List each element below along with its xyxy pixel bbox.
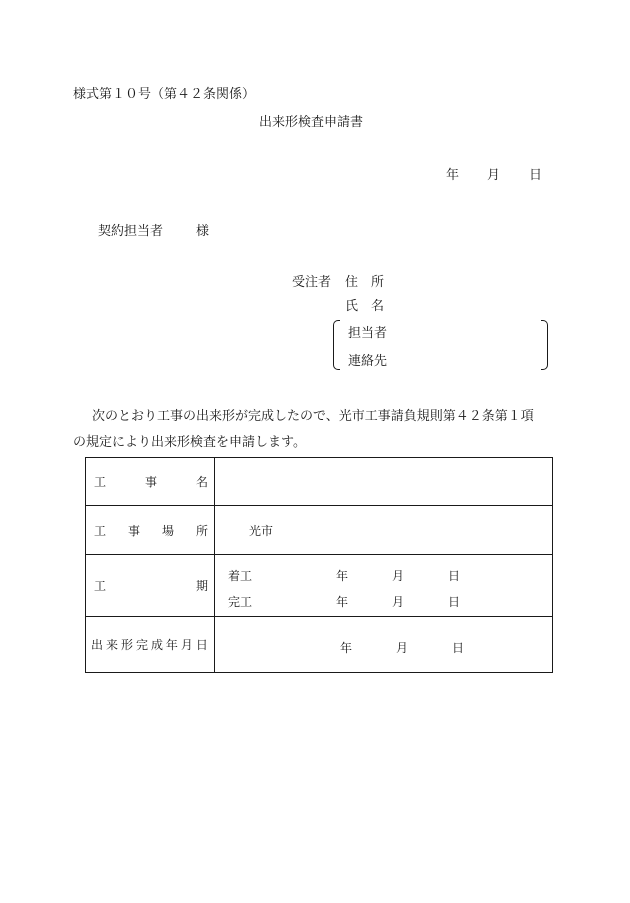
applicant-name-label: 氏 名 — [345, 299, 385, 314]
date-year-label: 年 — [446, 168, 460, 183]
date-day-label: 日 — [529, 168, 543, 183]
work-name-label: 工 事 名 — [86, 458, 215, 506]
contact-bracket-left — [333, 320, 340, 370]
table-row-work-location — [86, 506, 553, 555]
work-name-value[interactable] — [215, 458, 553, 506]
work-location-label: 工 事 場 所 — [86, 506, 215, 555]
addressee-honorific: 様 — [196, 224, 210, 239]
table-row-completion-date — [86, 617, 553, 673]
contact-label: 連絡先 — [348, 354, 388, 369]
work-info-table — [85, 457, 553, 673]
document-title: 出来形検査申請書 — [259, 115, 364, 130]
date-month-label: 月 — [487, 168, 501, 183]
completion-date-value[interactable]: 年 月 日 — [215, 617, 553, 673]
table-row-work-name — [86, 458, 553, 506]
work-period-label: 工 期 — [86, 555, 215, 617]
work-start-line: 着工 年 月 日 — [228, 568, 461, 583]
person-in-charge-label: 担当者 — [348, 326, 388, 341]
completion-date-label: 出 来 形 完 成 年 月 日 — [86, 617, 215, 673]
form-number: 様式第１０号（第４２条関係） — [73, 87, 256, 102]
work-end-line: 完工 年 月 日 — [228, 594, 461, 609]
addressee-name: 契約担当者 — [98, 224, 164, 239]
work-start-label: 着工 — [228, 568, 253, 583]
work-end-label: 完工 — [228, 594, 253, 609]
work-period-value[interactable] — [215, 555, 553, 617]
applicant-address-label: 住 所 — [345, 275, 385, 290]
body-text-line2: の規定により出来形検査を申請します。 — [73, 435, 306, 450]
applicant-role: 受注者 — [292, 275, 332, 290]
table-row-work-period — [86, 555, 553, 617]
contact-bracket-right — [541, 320, 548, 370]
work-location-value[interactable]: 光市 — [215, 506, 553, 555]
body-text-line1: 次のとおり工事の出来形が完成したので、光市工事請負規則第４２条第１項 — [92, 409, 534, 424]
